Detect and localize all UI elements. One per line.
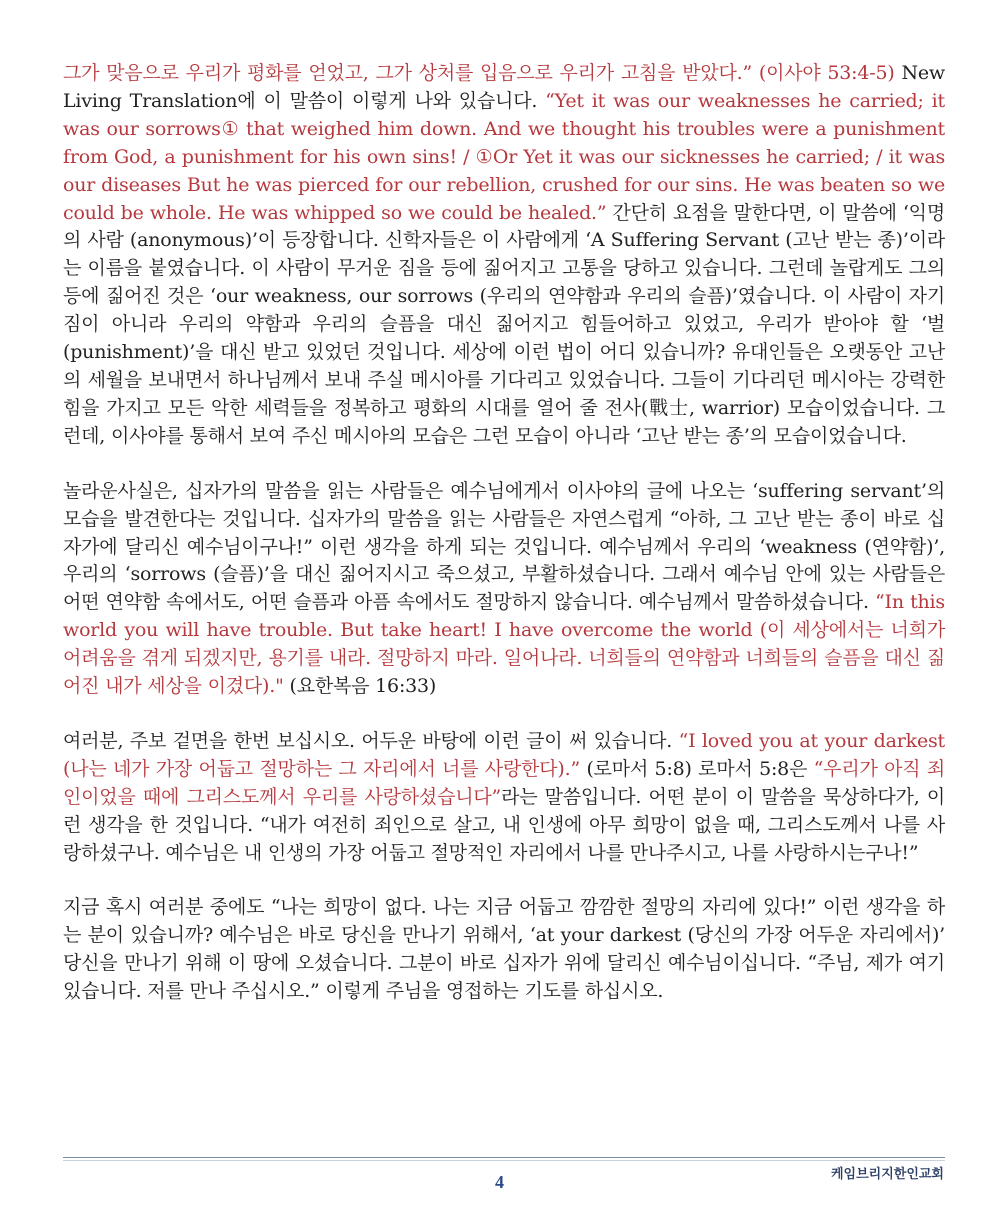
text-run: 놀라운사실은, 십자가의 말씀을 읽는 사람들은 예수님에게서 이사야의 글에 나오는 ‘suffering servant’의 모습을 발견한다는 것입니다. 십자가의 말씀을 읽는 사람들은 자연스럽게 “아하, 그 고난 받는 종이 바로 십자가에 달리신 예수님이구나!” 이런 생각을 하게 되는 것입니다. 예수님께서 우리의 ‘weakness (연약함)’, 우리의 ‘sorrows (슬픔)’을 대신 짊어지시고 죽으셨고, 부활하셨습니다. 그래서 예수님 안에 있는 사람들은 어떤 연약함 속에서도, 어떤 슬픔과 아픔 속에서도 절망하지 않습니다. 예수님께서 말씀하셨습니다. [63, 479, 945, 614]
scripture-quote: 그가 맞음으로 우리가 평화를 얻었고, 그가 상처를 입음으로 우리가 고침을 받았다.” (이사야 53:4-5) [63, 62, 895, 84]
text-run: 간단히 요점을 말한다면, 이 말씀에 ‘익명의 사람 (anonymous)’이 등장합니다. 신학자들은 이 사람에게 ‘A Suffering Servant (고난 받는 종)’이라는 이름을 붙였습니다. 이 사람이 무거운 짐을 등에 짊어지고 고통을 당하고 있습니다. 그런데 놀랍게도 그의 등에 짊어진 것은 ‘our weakness, our sorrows (우리의 연약함과 우리의 슬픔)’였습니다. 이 사람이 자기 짐이 아니라 우리의 약함과 우리의 슬픔을 대신 짊어지고 힘들어하고 있었고, 우리가 받아야 할 ‘벌 (punishment)’을 대신 받고 있었던 것입니다. 세상에 이런 법이 어디 있습니까? 유대인들은 오랫동안 고난의 세월을 보내면서 하나님께서 보내 주실 메시아를 기다리고 있었습니다. 그들이 기다리던 메시아는 강력한 힘을 가지고 모든 악한 세력들을 정복하고 평화의 시대를 열어 줄 전사(戰士, warrior) 모습이었습니다. 그런데, 이사야를 통해서 보여 주신 메시아의 모습은 그런 모습이 아니라 ‘고난 받는 종’의 모습이었습니다. [63, 201, 945, 447]
paragraph-2 [63, 478, 945, 701]
page-number: 4 [495, 1172, 504, 1192]
text-run: 여러분, 주보 겉면을 한번 보십시오. 어두운 바탕에 이런 글이 써 있습니다. [63, 729, 679, 752]
text-run: 라는 말씀입니다. 어떤 분이 이 말씀을 묵상하다가, 이런 생각을 한 것입니다. “내가 여전히 죄인으로 살고, 내 인생에 아무 희망이 없을 때, 그리스도께서 나를 사랑하셨구나. 예수님은 내 인생의 가장 어둡고 절망적인 자리에서 나를 만나주시고, 나를 사랑하시는구나!” [63, 785, 945, 864]
scripture-quote: “I loved you at your darkest (나는 네가 가장 어둡고 절망하는 그 자리에서 너를 사랑한다).” [63, 729, 945, 780]
footer-divider [63, 1157, 945, 1158]
scripture-quote: “Yet it was our weaknesses he carried; it was our sorrows① that weighed him down. And we thought his troubles were a punishment from God, a punishment for his own sins! / ①Or Yet it was our sicknesses he carried; / it was our diseases But he was pierced for our rebellion, crushed for our sins. He was beaten so we could be whole. He was whipped so we could be healed.” [63, 89, 945, 224]
scripture-quote: “In this world you will have trouble. But take heart! I have overcome the world (이 세상에서는 너희가 어려움을 겪게 되겠지만, 용기를 내라. 절망하지 마라. 일어나라. 너희들의 연약함과 너희들의 슬픔을 대신 짊어진 내가 세상을 이겼다)." [63, 591, 945, 698]
text-run: New Living Translation에 이 말씀이 이렇게 나와 있습니다. [63, 62, 945, 112]
footer-divider-thin [63, 1160, 945, 1161]
paragraph-3 [63, 728, 945, 868]
scripture-quote: “우리가 아직 죄인이었을 때에 그리스도께서 우리를 사랑하셨습니다” [63, 757, 945, 808]
sermon-body [63, 60, 945, 1033]
paragraph-1 [63, 60, 945, 451]
text-run: 지금 혹시 여러분 중에도 “나는 희망이 없다. 나는 지금 어둡고 깜깜한 절망의 자리에 있다!” 이런 생각을 하는 분이 있습니까? 예수님은 바로 당신을 만나기 위해서, ‘at your darkest (당신의 가장 어두운 자리에서)’ 당신을 만나기 위해 이 땅에 오셨습니다. 그분이 바로 십자가 위에 달리신 예수님이십니다. “주님, 제가 여기 있습니다. 저를 만나 주십시오.” 이렇게 주님을 영접하는 기도를 하십시오. [63, 896, 945, 1003]
text-run: (요한복음 16:33) [283, 675, 437, 698]
paragraph-4 [63, 894, 945, 1006]
church-name: 케임브리지한인교회 [830, 1167, 944, 1182]
text-run: (로마서 5:8) 로마서 5:8은 [580, 757, 814, 780]
